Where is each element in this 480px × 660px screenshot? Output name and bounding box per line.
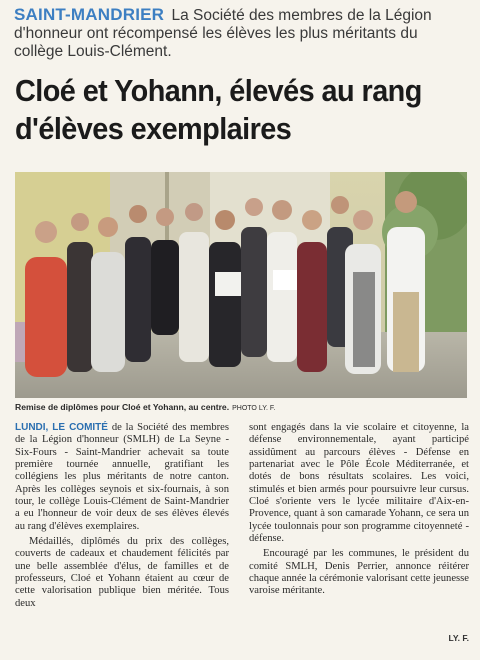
paragraph-4: Encouragé par les communes, le président du comité SMLH, Denis Perrier, annonce réitérer chaque année la cérémonie valorisant cette jeunesse varoise méritante. bbox=[249, 548, 470, 597]
paragraph-1 bbox=[15, 422, 229, 533]
author-signature: LY. F. bbox=[448, 633, 469, 643]
people-silhouettes bbox=[25, 191, 425, 377]
column-1 bbox=[15, 422, 229, 610]
kicker-text: La Société des membres de la Légion d'honneur ont récompensé les élèves les plus méritants du collège Louis-Clément. bbox=[14, 7, 432, 60]
photo-caption bbox=[15, 402, 470, 412]
group-photo-illustration bbox=[15, 172, 467, 398]
location-label: SAINT-MANDRIER bbox=[14, 5, 165, 24]
paragraph-1-text: de la Société des membres de la Légion d'honneur (SMLH) de La Seyne - Six-Fours - Saint-Mandrier achevait sa toute première tournée annuelle, gratifiant les collégiens les plus méritants de notre canton. Après les collèges seynois et six-fournais, à son tour, le collège Louis-Clément de Saint-Mandrier a eu l'honneur de voir deux de ses élèves élevés au rang d'élèves exemplaires. bbox=[15, 422, 230, 532]
headline: Cloé et Yohann, élevés au rang d'élèves exemplaires bbox=[15, 73, 422, 146]
photo-credit: PHOTO LY. F. bbox=[232, 405, 276, 412]
caption-text: Remise de diplômes pour Cloé et Yohann, au centre. bbox=[15, 402, 230, 412]
column-2 bbox=[249, 422, 469, 598]
kicker bbox=[14, 6, 470, 61]
paragraph-2: Médaillés, diplômés du prix des collèges, couverts de cadeaux et chaudement félicités par une belle assemblée d'élus, de familles et de professeurs, Cloé et Yohann étaient au cœur de cette valorisation publique bien méritée. Tous deux bbox=[15, 536, 229, 609]
article-photo bbox=[15, 172, 467, 398]
paragraph-3: sont engagés dans la vie scolaire et citoyenne, la défense environnementale, ayant participé assidûment au parcours élèves - Défense en partenariat avec le Pôle École Méditerranée, et dotés de bons résultats scolaires. Les voici, stimulés et bien armés pour poursuivre leur cursus. Cloé s'oriente vers le lycée militaire d'Aix-en-Provence, quant à son camarade Yohann, ce sera un lycée toulonnais pour son programme citoyenneté - défense. bbox=[249, 422, 469, 545]
lead-in: LUNDI, LE COMITÉ bbox=[15, 422, 108, 433]
